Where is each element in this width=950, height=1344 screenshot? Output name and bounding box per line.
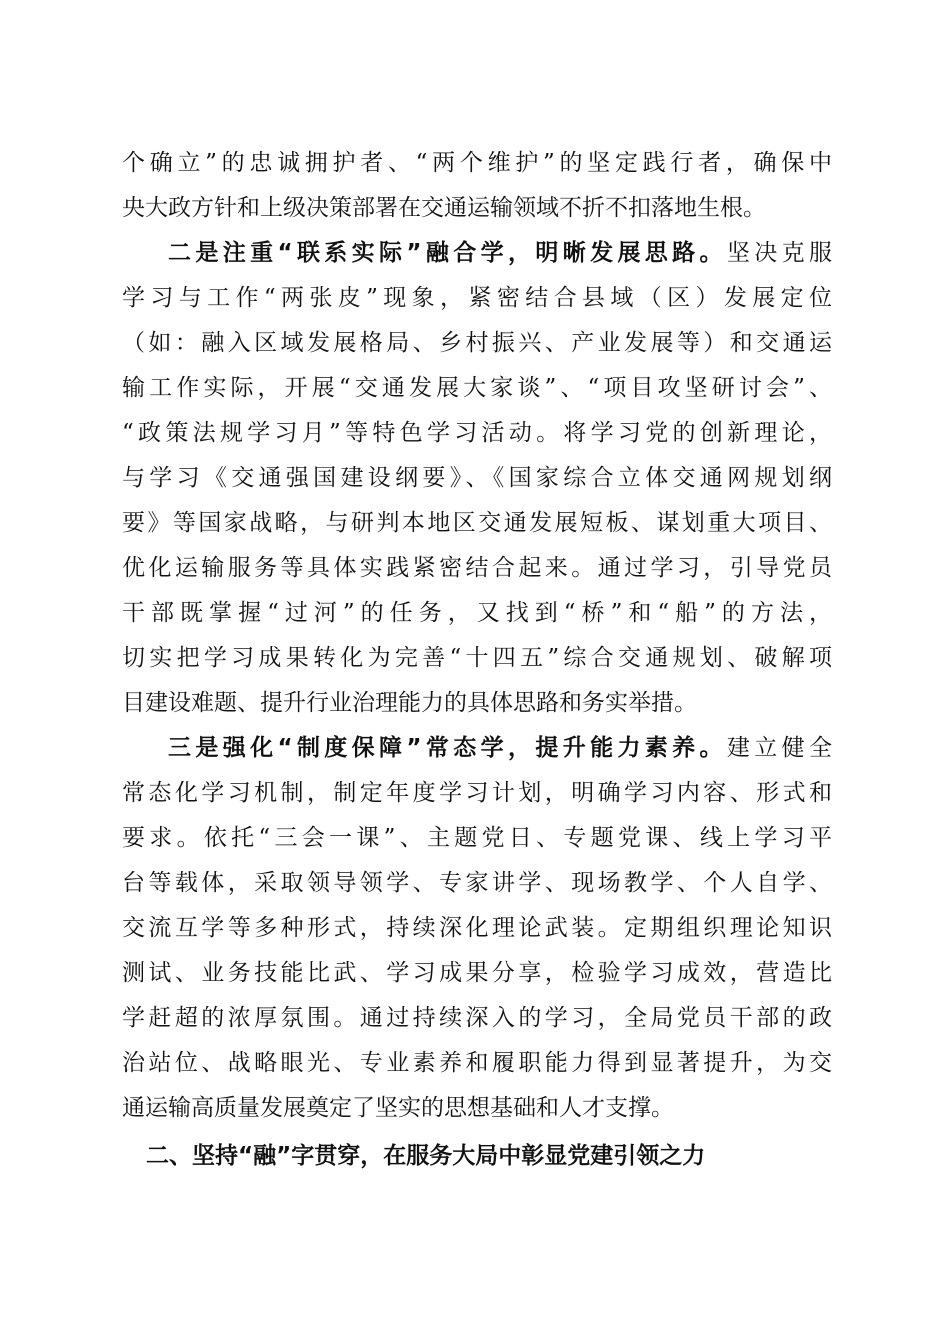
text-line: 测试、业务技能比武、学习成果分享，检验学习成效，营造比: [122, 960, 832, 986]
text-line: 与学习《交通强国建设纲要》、《国家综合立体交通网规划纲: [122, 465, 832, 491]
section-heading: 二、坚持“融”字贯穿，在服务大局中彰显党建引领之力: [146, 1143, 706, 1169]
text-line: 干部既掌握“过河”的任务，又找到“桥”和“船”的方法，: [122, 600, 832, 626]
paragraph-intro: [122, 141, 832, 231]
paragraph-lead: 三是强化“制度保障”常态学，提升能力素养。: [168, 735, 727, 761]
paragraph-two: [122, 231, 832, 726]
text-run: 坚决克服: [726, 240, 832, 266]
text-line: 学赶超的浓厚氛围。通过持续深入的学习，全局党员干部的政: [122, 1005, 832, 1031]
text-run: 建立健全: [726, 735, 832, 761]
text-line: 输工作实际，开展“交通发展大家谈”、“项目攻坚研讨会”、: [122, 375, 832, 401]
text-line: “政策法规学习月”等特色学习活动。将学习党的创新理论，: [122, 420, 832, 446]
text-line: 常态化学习机制，制定年度学习计划，明确学习内容、形式和: [122, 780, 832, 806]
paragraph-lead: 二是注重“联系实际”融合学，明晰发展思路。: [168, 240, 727, 266]
text-line: 治站位、战略眼光、专业素养和履职能力得到显著提升，为交: [122, 1050, 832, 1076]
text-line: 学习与工作“两张皮”现象，紧密结合县域（区）发展定位: [122, 285, 832, 311]
text-line: 央大政方针和上级决策部署在交通运输领域不折不扣落地生根。: [122, 195, 766, 221]
text-line: 优化运输服务等具体实践紧密结合起来。通过学习，引导党员: [122, 555, 832, 581]
text-line: 通运输高质量发展奠定了坚实的思想基础和人才支撑。: [122, 1095, 674, 1121]
paragraph-first-line: [122, 726, 832, 771]
document-body: [122, 141, 832, 1181]
text-line: 交流互学等多种形式，持续深化理论武装。定期组织理论知识: [122, 915, 832, 941]
text-line: （如：融入区域发展格局、乡村振兴、产业发展等）和交通运: [122, 330, 832, 356]
text-line: 要求。依托“三会一课”、主题党日、专题党课、线上学习平: [122, 825, 832, 851]
text-line: 切实把学习成果转化为完善“十四五”综合交通规划、破解项: [122, 645, 832, 671]
text-line: 个确立”的忠诚拥护者、“两个维护”的坚定践行者，确保中: [122, 150, 832, 176]
text-line: 要》等国家战略，与研判本地区交通发展短板、谋划重大项目、: [122, 510, 832, 536]
paragraph-three: [122, 726, 832, 1131]
text-line: 目建设难题、提升行业治理能力的具体思路和务实举措。: [122, 690, 697, 716]
text-line: 台等载体，采取领导领学、专家讲学、现场教学、个人自学、: [122, 870, 832, 896]
paragraph-first-line: [122, 231, 832, 276]
